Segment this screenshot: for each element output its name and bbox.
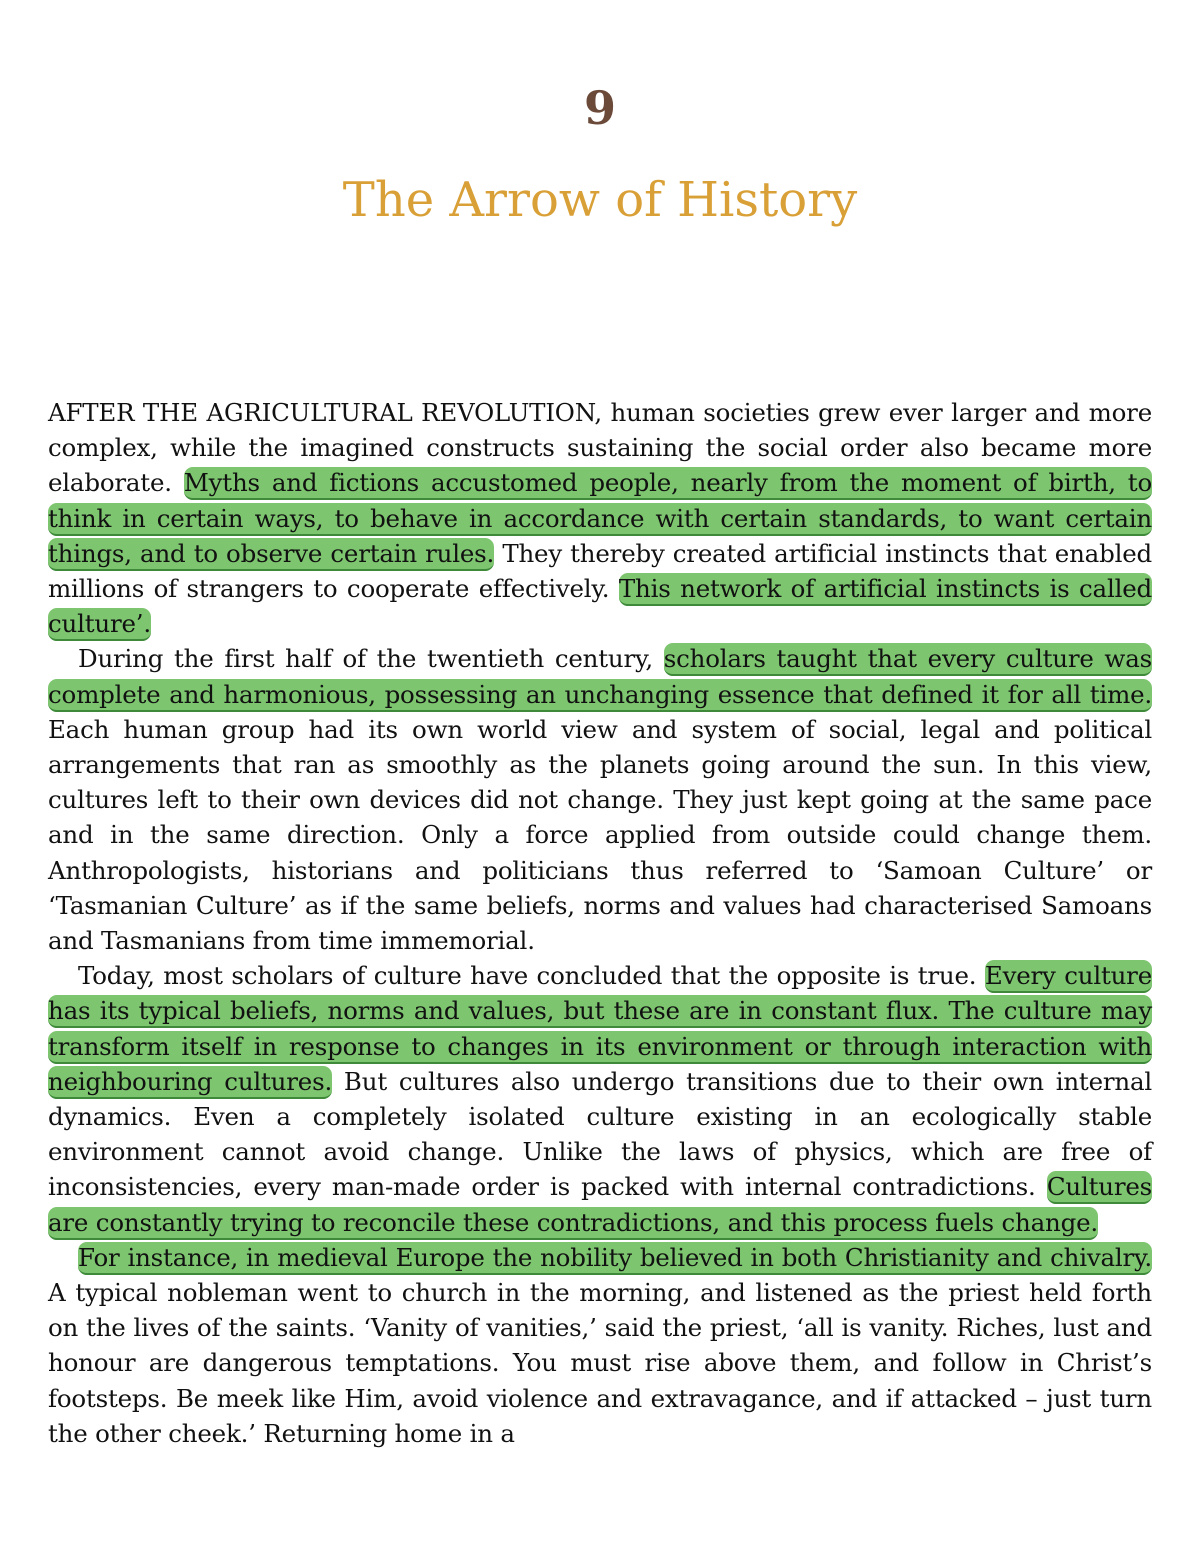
paragraph-2 [48,641,1152,958]
paragraph-3 [48,958,1152,1240]
chapter-number: 9 [583,81,616,135]
paragraph-text: During the first half of the twentieth century, [78,644,664,674]
paragraph-text: Today, most scholars of culture have concluded that the opposite is true. [78,961,985,991]
highlight[interactable]: Myths and fictions accustomed people, nearly from the moment of birth, to think in certain ways, to behave in accordance with certain standards, to want certain things, and to observe certain rules. [48,467,1152,570]
chapter-title: The Arrow of History [342,172,858,228]
paragraph-text: But cultures also undergo transitions due to their own internal dynamics. Even a completely isolated culture existing in an ecologically stable environment cannot avoid change. Unlike the laws of physics, which are free of inconsistencies, every man-made order is packed with internal contradictions. [48,1066,1153,1202]
paragraph-text: Each human group had its own world view and system of social, legal and political arrangements that ran as smoothly as the planets going around the sun. In this view, cultures left to their own devices did not change. They just kept going at the same pace and in the same direction. Only a force applied from outside could change them. Anthropologists, historians and politicians thus referred to ‘Samoan Culture’ or ‘Tasmanian Culture’ as if the same beliefs, norms and values had characterised Samoans and Tasmanians from time immemorial. [48,714,1152,956]
paragraph-text: AFTER THE AGRICULTURAL REVOLUTION, human societies grew ever larger and more complex, while the imagined constructs sustaining the social order also became more elaborate. [48,398,1152,498]
highlight[interactable]: For instance, in medieval Europe the nobility believed in both Christianity and chivalry. [78,1242,1152,1275]
highlight[interactable]: This network of artificial instincts is called culture’. [48,573,1152,641]
paragraph-text: A typical nobleman went to church in the morning, and listened as the priest held forth on the lives of the saints. ‘Vanity of vanities,’ said the priest, ‘all is vanity. Riches, lust and honour are dangerous temptations. You must rise above them, and follow in Christ’s footsteps. Be meek like Him, avoid violence and extravagance, and if attacked – just turn the other cheek.’ Returning home in a [48,1278,1152,1448]
highlight[interactable]: Every culture has its typical beliefs, norms and values, but these are in constant flux. The culture may transform itself in response to changes in its environment or through interaction with neighbouring cultures. [48,960,1152,1099]
paragraph-text: They thereby created artificial instincts that enabled millions of strangers to cooperate effectively. [48,538,1152,604]
paragraph-1 [48,395,1152,641]
highlight[interactable]: Cultures are constantly trying to reconcile these contradictions, and this process fuels change. [48,1171,1152,1239]
paragraph-4 [48,1240,1152,1451]
highlight[interactable]: scholars taught that every culture was complete and harmonious, possessing an unchanging essence that defined it for all time. [48,643,1152,711]
body-text [48,395,1152,1451]
